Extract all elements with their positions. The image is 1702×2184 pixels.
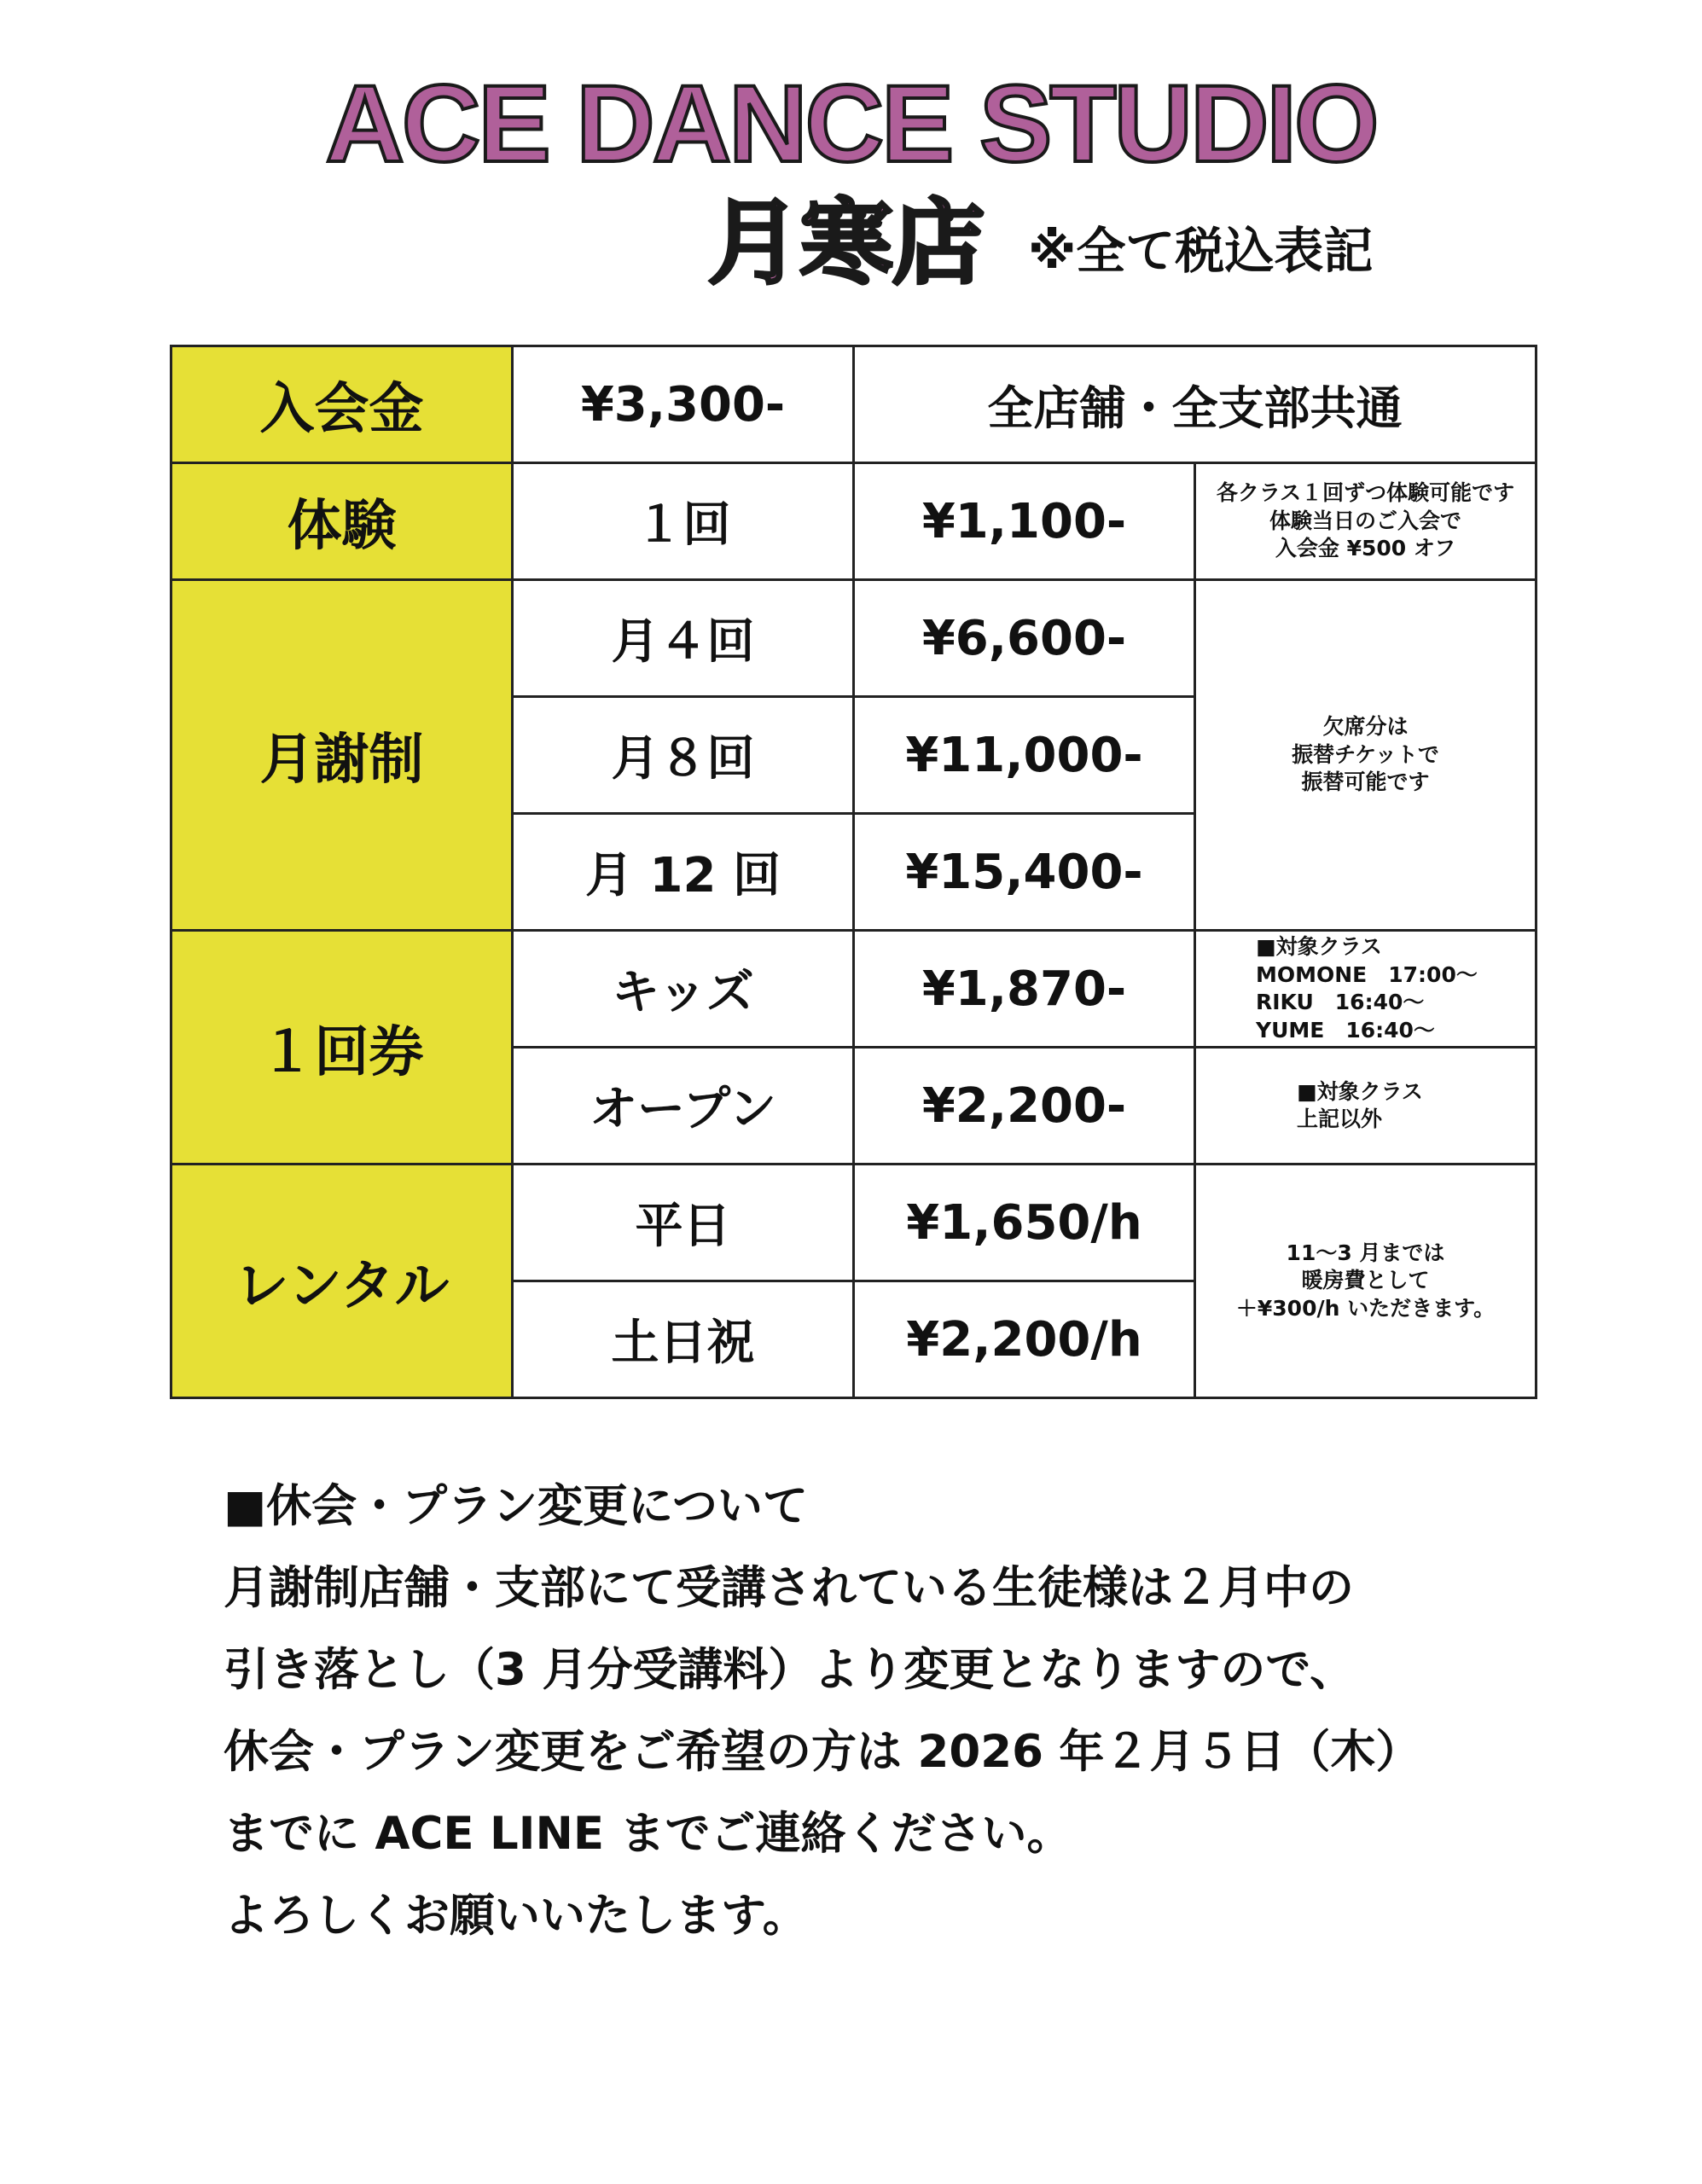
note-line: 上記以外 — [1297, 1107, 1383, 1131]
single-type-open: オープン — [513, 1048, 854, 1165]
note-line: 欠席分は — [1322, 714, 1409, 740]
notice-line: 月謝制店舗・支部にて受講されている生徒様は２月中の — [224, 1562, 1354, 1614]
tax-note: ※全て税込表記 — [1028, 222, 1374, 280]
single-type-kids: キッズ — [513, 931, 854, 1048]
notice-line: よろしくお願いいたします。 — [224, 1890, 808, 1942]
rental-day: 土日祝 — [513, 1281, 854, 1398]
note-line: ■対象クラス — [1297, 1078, 1423, 1104]
table-row — [171, 580, 1536, 697]
category-single-ticket: １回券 — [171, 931, 513, 1165]
note-line: 入会金 ¥500 オフ — [1275, 536, 1456, 561]
note-line: RIKU 16:40～ — [1256, 990, 1425, 1014]
monthly-price: ¥11,000- — [854, 697, 1195, 814]
trial-count: １回 — [513, 463, 854, 580]
price-table — [170, 345, 1537, 1399]
single-price-kids: ¥1,870- — [854, 931, 1195, 1048]
rental-price: ¥1,650/h — [854, 1165, 1195, 1281]
single-price-open: ¥2,200- — [854, 1048, 1195, 1165]
rental-note — [1195, 1165, 1536, 1398]
branch-name: 月寒店 — [708, 190, 985, 297]
rental-price: ¥2,200/h — [854, 1281, 1195, 1398]
notice-line: 休会・プラン変更をご希望の方は 2026 年２月５日（木） — [224, 1726, 1421, 1778]
monthly-count: 月４回 — [513, 580, 854, 697]
note-line: 暖房費として — [1301, 1268, 1430, 1293]
note-line: MOMONE 17:00～ — [1256, 961, 1478, 987]
category-admission: 入会金 — [171, 346, 513, 463]
open-target-note — [1195, 1048, 1536, 1165]
trial-note — [1195, 463, 1536, 580]
monthly-note — [1195, 580, 1536, 931]
note-line: 11～3 月までは — [1286, 1240, 1445, 1265]
notice-line: までに ACE LINE までご連絡ください。 — [224, 1808, 1072, 1860]
note-line: 振替チケットで — [1292, 741, 1439, 767]
note-line: 振替可能です — [1301, 770, 1430, 795]
category-rental: レンタル — [171, 1165, 513, 1398]
note-line: ＋¥300/h いただきます。 — [1235, 1295, 1496, 1321]
note-line: ■対象クラス — [1256, 934, 1382, 959]
studio-title: ACE DANCE STUDIO — [325, 63, 1377, 185]
table-row — [171, 1165, 1536, 1281]
table-row — [171, 346, 1536, 463]
monthly-price: ¥15,400- — [854, 814, 1195, 931]
table-row — [171, 463, 1536, 580]
kids-target-note — [1195, 931, 1536, 1048]
table-row — [171, 931, 1536, 1048]
admission-note: 全店舗・全支部共通 — [854, 346, 1536, 463]
rental-day: 平日 — [513, 1165, 854, 1281]
notice-heading: ■休会・プラン変更について — [224, 1480, 809, 1532]
monthly-count: 月 12 回 — [513, 814, 854, 931]
monthly-count: 月８回 — [513, 697, 854, 814]
note-line: YUME 16:40～ — [1256, 1017, 1435, 1043]
monthly-price: ¥6,600- — [854, 580, 1195, 697]
note-line: 各クラス１回ずつ体験可能です — [1216, 480, 1515, 506]
category-trial: 体験 — [171, 463, 513, 580]
notice-line: 引き落とし（3 月分受講料）より変更となりますので、 — [224, 1644, 1356, 1696]
note-line: 体験当日のご入会で — [1269, 508, 1461, 533]
notice-section — [224, 1466, 1420, 1957]
admission-price: ¥3,300- — [513, 346, 854, 463]
category-monthly: 月謝制 — [171, 580, 513, 931]
trial-price: ¥1,100- — [854, 463, 1195, 580]
